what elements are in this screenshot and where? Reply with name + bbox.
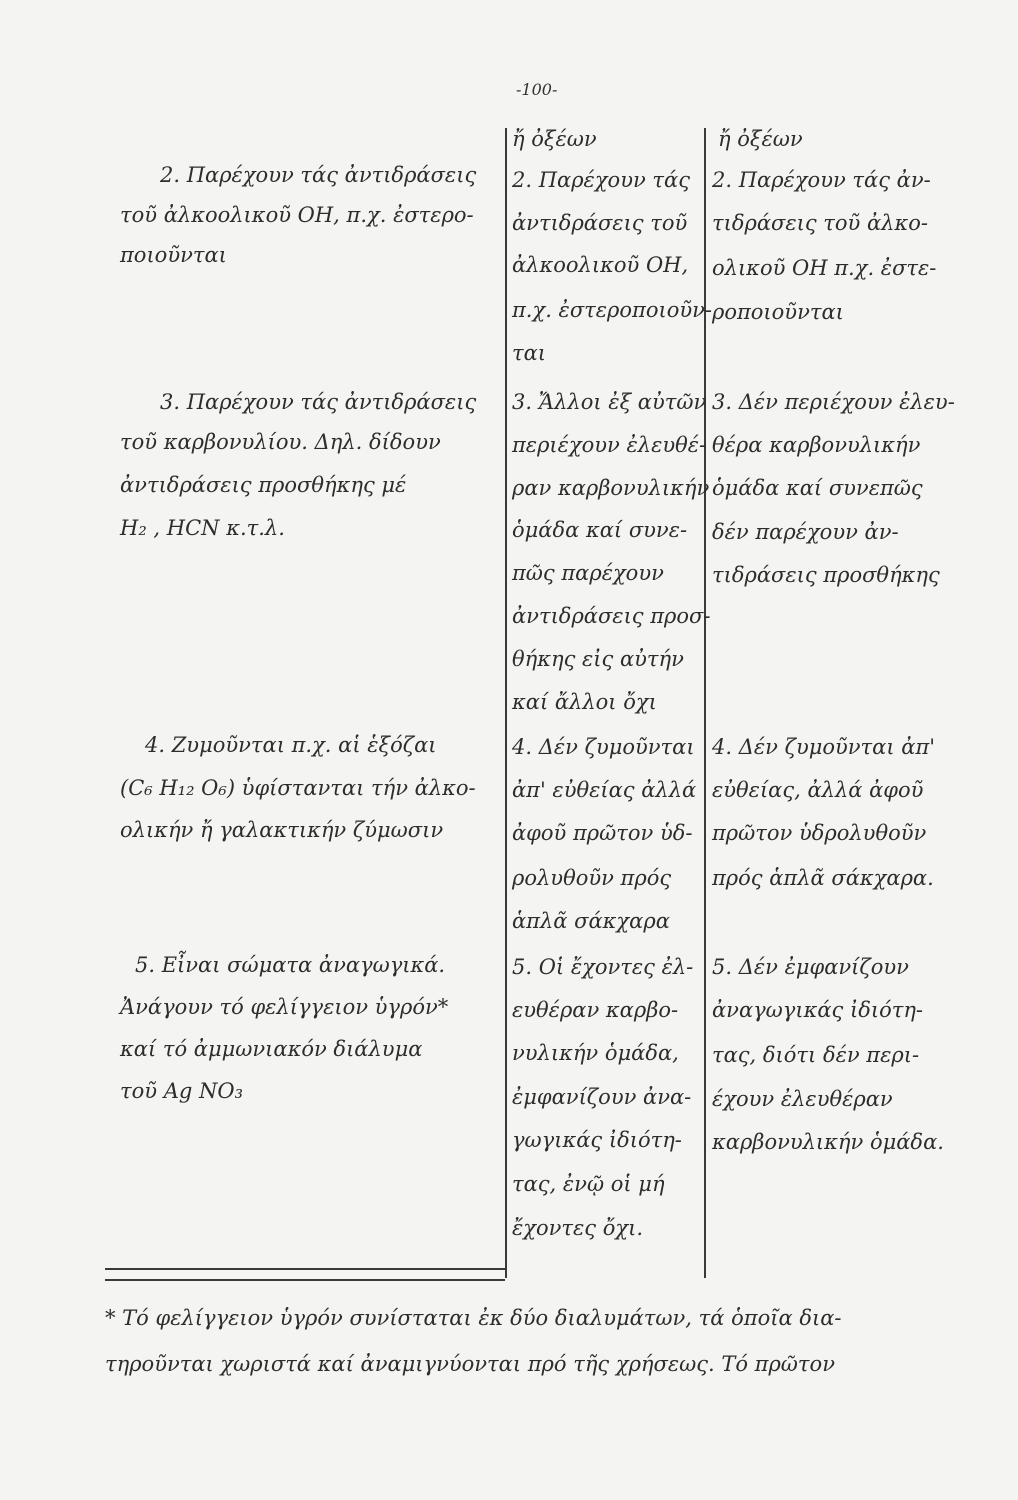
text-line: ρολυθοῦν πρός: [512, 866, 672, 890]
text-line: 3. Δέν περιέχουν ἐλευ-: [712, 390, 955, 414]
text-line: θήκης εἰς αὐτήν: [512, 647, 684, 671]
text-line: ολικήν ἤ γαλακτικήν ζύμωσιν: [120, 818, 444, 842]
text-line: καρβονυλικήν ὁμάδα.: [712, 1130, 944, 1154]
text-line: ται: [512, 341, 547, 365]
text-line: (C₆ H₁₂ O₆) ὑφίστανται τήν ἀλκο-: [120, 776, 476, 800]
text-line: καί ἄλλοι ὄχι: [512, 690, 657, 714]
text-line: ολικοῦ ΟΗ π.χ. ἐστε-: [712, 256, 937, 280]
text-line: ἤ ὀξέων: [718, 127, 803, 151]
text-line: 3. Ἄλλοι ἐξ αὐτῶν: [512, 390, 707, 414]
text-line: Ἀνάγουν τό φελίγγειον ὑγρόν*: [120, 995, 449, 1019]
text-line: πρῶτον ὑδρολυθοῦν: [712, 821, 927, 845]
text-line: ἀντιδράσεις προσ-: [512, 604, 711, 628]
text-line: 2. Παρέχουν τάς: [512, 168, 690, 192]
text-line: π.χ. ἐστεροποιοῦν-: [512, 298, 712, 322]
text-line: πῶς παρέχουν: [512, 561, 664, 585]
column-divider-left: [505, 128, 507, 1278]
text-line: 2. Παρέχουν τάς ἀν-: [712, 168, 931, 192]
page-number: -100-: [516, 80, 558, 99]
text-line: νυλικήν ὁμάδα,: [512, 1041, 679, 1065]
text-line: πρός ἁπλᾶ σάκχαρα.: [712, 866, 934, 890]
text-line: 2. Παρέχουν τάς ἀντιδράσεις: [160, 163, 477, 187]
text-line: ραν καρβονυλικήν: [512, 476, 710, 500]
text-line: 4. Δέν ζυμοῦνται ἀπ': [712, 735, 936, 759]
text-line: 4. Δέν ζυμοῦνται: [512, 735, 695, 759]
text-line: ποιοῦνται: [120, 243, 227, 267]
text-line: ροποιοῦνται: [712, 300, 844, 324]
text-line: ἀπ' εὐθείας ἀλλά: [512, 778, 697, 802]
text-line: εὐθείας, ἀλλά ἀφοῦ: [712, 778, 924, 802]
footnote-rule: [105, 1268, 505, 1270]
text-line: ἀλκοολικοῦ ΟΗ,: [512, 253, 689, 277]
text-line: 5. Εἶναι σώματα ἀναγωγικά.: [135, 953, 446, 977]
footnote-line: τηροῦνται χωριστά καί ἀναμιγνύονται πρό τῆς χρήσεως. Τό πρῶτον: [105, 1352, 835, 1376]
text-line: περιέχουν ἐλευθέ-: [512, 433, 707, 457]
text-line: ευθέραν καρβο-: [512, 998, 679, 1022]
text-line: ἀντιδράσεις τοῦ: [512, 211, 688, 235]
text-line: τας, διότι δέν περι-: [712, 1043, 920, 1067]
text-line: ἀναγωγικάς ἰδιότη-: [712, 998, 924, 1022]
text-line: ἔχοντες ὄχι.: [512, 1216, 644, 1240]
footnote-line: * Τό φελίγγειον ὑγρόν συνίσταται ἐκ δύο διαλυμάτων, τά ὁποῖα δια-: [105, 1306, 842, 1330]
text-line: ὁμάδα καί συνεπῶς: [712, 476, 923, 500]
text-line: τοῦ ἀλκοολικοῦ ΟΗ, π.χ. ἐστερο-: [120, 203, 474, 227]
text-line: δέν παρέχουν ἀν-: [712, 520, 899, 544]
text-line: τοῦ καρβονυλίου. Δηλ. δίδουν: [120, 430, 441, 454]
text-line: έχουν ἐλευθέραν: [712, 1087, 893, 1111]
text-line: τιδράσεις τοῦ ἀλκο-: [712, 211, 928, 235]
text-line: ἤ ὀξέων: [512, 127, 597, 151]
text-line: τιδράσεις προσθήκης: [712, 563, 940, 587]
text-line: ἀφοῦ πρῶτον ὑδ-: [512, 821, 693, 845]
text-line: τας, ἐνῷ οἱ μή: [512, 1172, 665, 1196]
text-line: τοῦ Ag NO₃: [120, 1079, 243, 1103]
text-line: 3. Παρέχουν τάς ἀντιδράσεις: [160, 390, 477, 414]
footnote-rule-lower: [105, 1279, 505, 1281]
text-line: 5. Δέν ἐμφανίζουν: [712, 955, 909, 979]
text-line: γωγικάς ἰδιότη-: [512, 1128, 682, 1152]
text-line: θέρα καρβονυλικήν: [712, 433, 921, 457]
text-line: ἐμφανίζουν ἀνα-: [512, 1085, 692, 1109]
text-line: 5. Οἱ ἔχοντες ἐλ-: [512, 955, 694, 979]
text-line: ἀντιδράσεις προσθήκης μέ: [120, 473, 407, 497]
text-line: ὁμάδα καί συνε-: [512, 518, 688, 542]
text-line: ἁπλᾶ σάκχαρα: [512, 909, 670, 933]
text-line: 4. Ζυμοῦνται π.χ. αἱ ἑξόζαι: [145, 733, 437, 757]
text-line: καί τό ἀμμωνιακόν διάλυμα: [120, 1037, 423, 1061]
text-line: H₂ , HCN κ.τ.λ.: [120, 516, 285, 540]
